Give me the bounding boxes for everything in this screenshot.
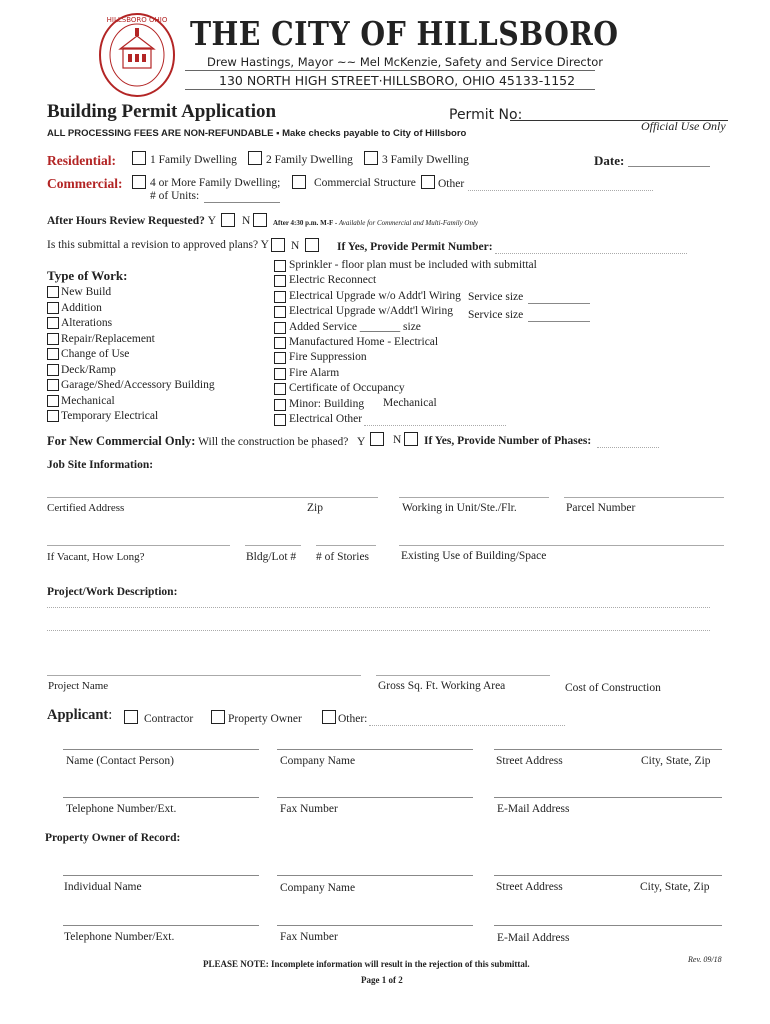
res-1-checkbox[interactable] — [132, 151, 146, 165]
type-of-work-heading: Type of Work: — [47, 268, 128, 283]
revision-yes-checkbox[interactable] — [271, 238, 285, 252]
work-left-label: Alterations — [61, 317, 113, 329]
owner-name-label: Individual Name — [64, 881, 142, 893]
bldg-lot-field[interactable] — [245, 545, 301, 546]
fees-note: ALL PROCESSING FEES ARE NON-REFUNDABLE ▪ Make checks payable to City of Hillsboro — [47, 128, 467, 139]
work-left-checkbox[interactable] — [47, 317, 59, 329]
after-hours-yes-checkbox[interactable] — [221, 213, 235, 227]
contractor-label: Contractor — [144, 713, 194, 725]
owner-fax-field[interactable] — [277, 925, 473, 926]
work-right-checkbox[interactable] — [274, 399, 286, 411]
work-right-label: Minor: Building — [289, 397, 365, 410]
work-right-checkbox[interactable] — [274, 383, 286, 395]
owner-phone-label: Telephone Number/Ext. — [64, 931, 175, 943]
com-1-checkbox[interactable] — [132, 175, 146, 189]
owner-email-label: E-Mail Address — [497, 932, 570, 944]
revision-date: Rev. 09/18 — [688, 955, 722, 964]
work-right-label: Added Service _______ size — [289, 320, 421, 333]
minor-mechanical-label: Mechanical — [383, 397, 437, 409]
work-left-checkbox[interactable] — [47, 302, 59, 314]
date-label: Date: — [594, 153, 625, 168]
work-right-checkbox[interactable] — [274, 322, 286, 334]
property-owner-checkbox[interactable] — [211, 710, 225, 724]
work-left-label: Garage/Shed/Accessory Building — [61, 379, 215, 391]
work-right-label: Electrical Upgrade w/Addt'l Wiring — [289, 305, 453, 318]
service-size-2-label: Service size — [468, 309, 524, 321]
owner-address-field[interactable] — [494, 875, 722, 876]
work-left-checkbox[interactable] — [47, 333, 59, 345]
applicant-company-label: Company Name — [280, 755, 356, 767]
work-left-label: Change of Use — [61, 348, 130, 360]
electrical-other-field[interactable] — [364, 425, 506, 426]
applicant-phone-label: Telephone Number/Ext. — [66, 803, 177, 815]
certified-address-label: Certified Address — [47, 502, 125, 514]
work-right-checkbox[interactable] — [274, 275, 286, 287]
work-left-label: Temporary Electrical — [61, 410, 159, 422]
work-left-checkbox[interactable] — [47, 364, 59, 376]
work-left-label: Repair/Replacement — [61, 332, 155, 345]
res-3-checkbox[interactable] — [364, 151, 378, 165]
gross-sqft-label: Gross Sq. Ft. Working Area — [378, 680, 506, 692]
work-left-checkbox[interactable] — [47, 395, 59, 407]
applicant-phone-field[interactable] — [63, 797, 259, 798]
applicant-fax-label: Fax Number — [280, 803, 338, 815]
existing-use-label: Existing Use of Building/Space — [401, 550, 547, 562]
com-2-checkbox[interactable] — [292, 175, 306, 189]
work-left-label: New Build — [61, 286, 112, 298]
work-left-checkbox[interactable] — [47, 348, 59, 360]
res-3-label: 3 Family Dwelling — [382, 154, 469, 166]
work-right-label: Electric Reconnect — [289, 274, 377, 287]
form-title: Building Permit Application — [47, 101, 277, 122]
owner-city-label: City, State, Zip — [640, 881, 710, 893]
work-right-label: Electrical Upgrade w/o Addt'l Wiring — [289, 289, 461, 302]
gross-sqft-field[interactable] — [376, 675, 550, 676]
working-unit-field[interactable] — [399, 497, 549, 498]
owner-of-record-heading: Property Owner of Record: — [45, 832, 181, 844]
contact-name-field[interactable] — [63, 749, 259, 750]
owner-company-field[interactable] — [277, 875, 473, 876]
work-right-label: Fire Suppression — [289, 351, 367, 364]
other-field[interactable] — [468, 190, 653, 191]
applicant-email-label: E-Mail Address — [497, 803, 570, 815]
project-desc-heading: Project/Work Description: — [47, 586, 178, 598]
service-size-2-field[interactable] — [528, 321, 590, 322]
other-applicant-label: Other: — [338, 713, 368, 725]
com-3-label: Other — [438, 178, 465, 190]
service-size-1-field[interactable] — [528, 303, 590, 304]
work-left-checkbox[interactable] — [47, 410, 59, 422]
res-2-label: 2 Family Dwelling — [266, 154, 353, 166]
work-left-checkbox[interactable] — [47, 286, 59, 298]
vacant-field[interactable] — [47, 545, 230, 546]
owner-name-field[interactable] — [63, 875, 259, 876]
city-seal-logo — [98, 12, 176, 98]
official-use-label: Official Use Only — [641, 119, 726, 133]
com-3-checkbox[interactable] — [421, 175, 435, 189]
stories-field[interactable] — [316, 545, 376, 546]
applicant-city-label: City, State, Zip — [641, 755, 711, 767]
parcel-number-label: Parcel Number — [566, 502, 636, 514]
units-label: # of Units: — [150, 190, 200, 202]
com-1-label: 4 or More Family Dwelling; — [150, 177, 281, 189]
owner-company-label: Company Name — [280, 882, 356, 894]
residential-label: Residential: — [47, 153, 116, 168]
work-right-checkbox[interactable] — [274, 260, 286, 272]
phases-field[interactable] — [597, 447, 659, 448]
contact-name-label: Name (Contact Person) — [66, 755, 174, 767]
service-size-1-label: Service size — [468, 291, 524, 303]
work-right-checkbox[interactable] — [274, 337, 286, 349]
work-left-checkbox[interactable] — [47, 379, 59, 391]
phased-no-checkbox[interactable] — [404, 432, 418, 446]
property-owner-label: Property Owner — [228, 713, 302, 725]
other-applicant-checkbox[interactable] — [322, 710, 336, 724]
after-hours-question: After Hours Review Requested? Y — [47, 215, 217, 227]
job-site-heading: Job Site Information: — [47, 459, 154, 471]
svg-text:HILLSBORO OHIO: HILLSBORO OHIO — [106, 16, 168, 24]
permit-no-label: Permit No: — [449, 107, 523, 123]
commercial-label: Commercial: — [47, 176, 123, 191]
res-1-label: 1 Family Dwelling — [150, 154, 237, 166]
work-right-checkbox[interactable] — [274, 291, 286, 303]
applicant-company-field[interactable] — [277, 749, 473, 750]
work-right-label: Sprinkler - floor plan must be included with submittal — [289, 259, 537, 271]
other-applicant-field[interactable] — [369, 725, 565, 726]
phased-yes-checkbox[interactable] — [370, 432, 384, 446]
existing-use-field[interactable] — [399, 545, 724, 546]
cost-label: Cost of Construction — [565, 682, 661, 694]
revision-permit-label: If Yes, Provide Permit Number: — [337, 241, 493, 253]
com-2-label: Commercial Structure — [314, 177, 416, 189]
project-name-label: Project Name — [48, 680, 109, 692]
work-right-label: Electrical Other — [289, 413, 363, 425]
bldg-lot-label: Bldg/Lot # — [246, 551, 297, 563]
vacant-label: If Vacant, How Long? — [47, 551, 145, 563]
applicant-address-field[interactable] — [494, 749, 722, 750]
revision-no-checkbox[interactable] — [305, 238, 319, 252]
work-right-checkbox[interactable] — [274, 414, 286, 426]
revision-n-label: N — [291, 240, 300, 252]
city-title: THE CITY OF HILLSBORO — [190, 14, 619, 53]
units-field[interactable] — [204, 202, 280, 203]
owner-email-field[interactable] — [494, 925, 722, 926]
applicant-fax-field[interactable] — [277, 797, 473, 798]
work-right-checkbox[interactable] — [274, 368, 286, 380]
revision-permit-field[interactable] — [495, 253, 687, 254]
phased-n-label: N — [393, 434, 402, 446]
applicant-email-field[interactable] — [494, 797, 722, 798]
officials-line: Drew Hastings, Mayor ~~ Mel McKenzie, Safety and Service Director — [207, 55, 603, 69]
owner-street-label: Street Address — [496, 881, 563, 893]
certified-address-field[interactable] — [47, 497, 378, 498]
page-number: Page 1 of 2 — [361, 975, 403, 985]
work-left-label: Deck/Ramp — [61, 363, 116, 376]
res-2-checkbox[interactable] — [248, 151, 262, 165]
work-right-label: Certificate of Occupancy — [289, 382, 405, 395]
parcel-number-field[interactable] — [564, 497, 724, 498]
work-right-label: Manufactured Home - Electrical — [289, 336, 439, 348]
address-line: 130 NORTH HIGH STREET·HILLSBORO, OHIO 45133-1152 — [219, 73, 576, 88]
stories-label: # of Stories — [316, 551, 370, 563]
project-desc-line-1[interactable] — [47, 607, 710, 608]
work-right-checkbox[interactable] — [274, 306, 286, 318]
after-hours-n-label: N — [242, 215, 251, 227]
applicant-label: Applicant: — [47, 707, 113, 723]
project-desc-line-2[interactable] — [47, 630, 710, 631]
work-right-label: Fire Alarm — [289, 366, 340, 379]
revision-question: Is this submittal a revision to approved plans? Y — [47, 239, 269, 251]
working-unit-label: Working in Unit/Ste./Flr. — [402, 502, 517, 514]
project-name-field[interactable] — [47, 675, 361, 676]
after-hours-note: After 4:30 p.m. M-F - Available for Commercial and Multi-Family Only — [273, 219, 479, 227]
zip-label: Zip — [307, 502, 323, 514]
date-field[interactable] — [628, 166, 710, 167]
phases-label: If Yes, Provide Number of Phases: — [424, 435, 592, 447]
please-note: PLEASE NOTE: Incomplete information will result in the rejection of this submittal. — [203, 959, 530, 969]
applicant-street-label: Street Address — [496, 755, 563, 767]
owner-phone-field[interactable] — [63, 925, 259, 926]
new-commercial-question: For New Commercial Only: Will the construction be phased? Y — [47, 434, 366, 448]
work-right-checkbox[interactable] — [274, 352, 286, 364]
owner-fax-label: Fax Number — [280, 931, 338, 943]
work-left-label: Mechanical — [61, 394, 115, 407]
after-hours-no-checkbox[interactable] — [253, 213, 267, 227]
work-left-label: Addition — [61, 301, 102, 314]
contractor-checkbox[interactable] — [124, 710, 138, 724]
